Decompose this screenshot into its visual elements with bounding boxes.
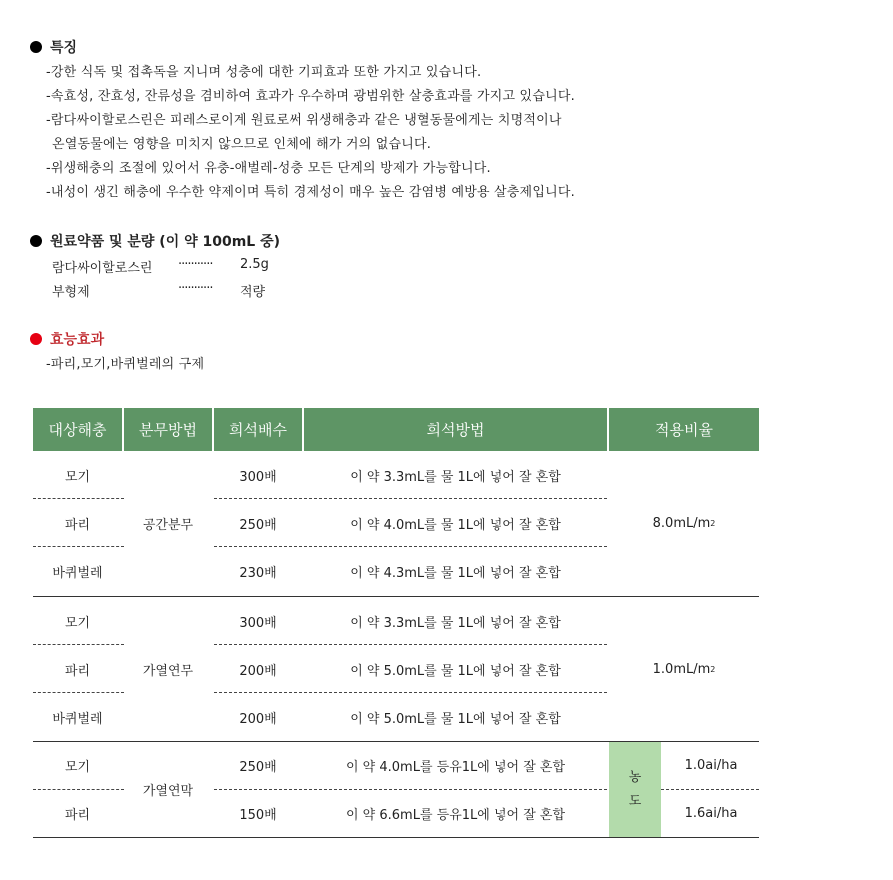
ingredient-name: 부형제: [52, 285, 90, 300]
feature-line: -위생해충의 조절에 있어서 유충-애벌레-성충 모든 단계의 방제가 가능합니다.: [46, 161, 491, 176]
ingredients-heading: [30, 231, 280, 251]
row-divider: [214, 644, 607, 645]
pest-cell: 파리: [64, 517, 91, 533]
ingredients-title: 원료약품 및 분량 (이 약 100mL 중): [50, 234, 281, 250]
dilution-cell: 200배: [239, 663, 277, 679]
usage-table: [33, 408, 759, 840]
row-divider: [214, 692, 607, 693]
efficacy-text: -파리,모기,바퀴벌레의 구제: [46, 357, 205, 372]
dilution-cell: 200배: [239, 711, 277, 727]
pest-cell: 모기: [64, 615, 91, 631]
how-cell: 이 약 5.0mL를 물 1L에 넣어 잘 혼합: [350, 711, 561, 727]
rate-cell: 1.0ai/ha: [684, 758, 738, 773]
ingredient-amount: 적량: [240, 285, 266, 300]
rate-sup: 2: [710, 518, 716, 528]
bullet-icon: [30, 41, 42, 53]
ingredient-name: 람다싸이할로스린: [52, 261, 153, 276]
dilution-cell: 230배: [239, 565, 277, 581]
header-dilution: 희석배수: [214, 408, 302, 451]
pest-cell: 모기: [64, 469, 91, 485]
bullet-icon: [30, 333, 42, 345]
pest-cell: 파리: [64, 808, 91, 823]
concentration-label: 농도: [628, 769, 642, 809]
rate-value: 1.0mL/m: [652, 661, 711, 677]
header-pest: 대상해충: [33, 408, 122, 451]
features-title: 특징: [50, 40, 78, 56]
rate-sup: 2: [710, 664, 716, 674]
header-how: 희석방법: [304, 408, 607, 451]
header-rate: 적용비율: [609, 408, 759, 451]
how-cell: 이 약 4.3mL를 물 1L에 넣어 잘 혼합: [350, 565, 561, 581]
pest-cell: 모기: [64, 760, 91, 775]
row-divider: [33, 546, 124, 547]
method-cell: 가열연무: [142, 663, 194, 679]
efficacy-title: 효능효과: [50, 332, 105, 348]
bullet-icon: [30, 235, 42, 247]
method-cell: 공간분무: [142, 517, 194, 533]
row-divider: [33, 644, 124, 645]
dilution-cell: 250배: [239, 517, 277, 533]
row-divider: [33, 789, 124, 790]
feature-line: -람다싸이할로스린은 피레스로이계 원료로써 위생해충과 같은 냉혈동물에게는 치명적이나: [46, 113, 562, 128]
dilution-cell: 300배: [239, 469, 277, 485]
pest-cell: 바퀴벌레: [52, 565, 103, 581]
table-bottom-border: [33, 837, 759, 838]
header-method: 분무방법: [124, 408, 212, 451]
rate-cell: [609, 451, 759, 595]
how-cell: 이 약 3.3mL를 물 1L에 넣어 잘 혼합: [350, 615, 561, 631]
how-cell: 이 약 4.0mL를 등유1L에 넣어 잘 혼합: [345, 760, 566, 775]
how-cell: 이 약 5.0mL를 물 1L에 넣어 잘 혼합: [350, 663, 561, 679]
pest-cell: 바퀴벌레: [52, 711, 103, 727]
row-divider: [214, 546, 607, 547]
pest-cell: 파리: [64, 663, 91, 679]
rate-cell: [609, 597, 759, 741]
feature-line: 온열동물에는 영향을 미치지 않으므로 인체에 해가 거의 없습니다.: [52, 137, 432, 152]
dilution-cell: 150배: [239, 808, 277, 823]
row-divider: [214, 789, 607, 790]
method-cell: 가열연막: [142, 784, 194, 799]
dilution-cell: 250배: [239, 760, 277, 775]
feature-line: -내성이 생긴 해충에 우수한 약제이며 특히 경제성이 매우 높은 감염병 예방용 살충제입니다.: [46, 185, 575, 200]
row-divider: [661, 789, 759, 790]
ingredient-amount: 2.5g: [240, 257, 269, 272]
dilution-cell: 300배: [239, 615, 277, 631]
ingredient-dots: ···········: [178, 257, 213, 272]
row-divider: [33, 498, 124, 499]
rate-cell: 1.6ai/ha: [684, 806, 738, 821]
ingredient-dots: ···········: [178, 281, 213, 296]
rate-value: 8.0mL/m: [652, 515, 711, 531]
efficacy-heading: [30, 329, 104, 349]
feature-line: -강한 식독 및 접촉독을 지니며 성충에 대한 기피효과 또한 가지고 있습니다.: [46, 65, 482, 80]
row-divider: [214, 498, 607, 499]
features-heading: [30, 37, 77, 57]
how-cell: 이 약 4.0mL를 물 1L에 넣어 잘 혼합: [350, 517, 561, 533]
row-divider: [33, 692, 124, 693]
how-cell: 이 약 6.6mL를 등유1L에 넣어 잘 혼합: [345, 808, 566, 823]
how-cell: 이 약 3.3mL를 물 1L에 넣어 잘 혼합: [350, 469, 561, 485]
feature-line: -속효성, 잔효성, 잔류성을 겸비하여 효과가 우수하며 광범위한 살충효과를 가지고 있습니다.: [46, 89, 575, 104]
